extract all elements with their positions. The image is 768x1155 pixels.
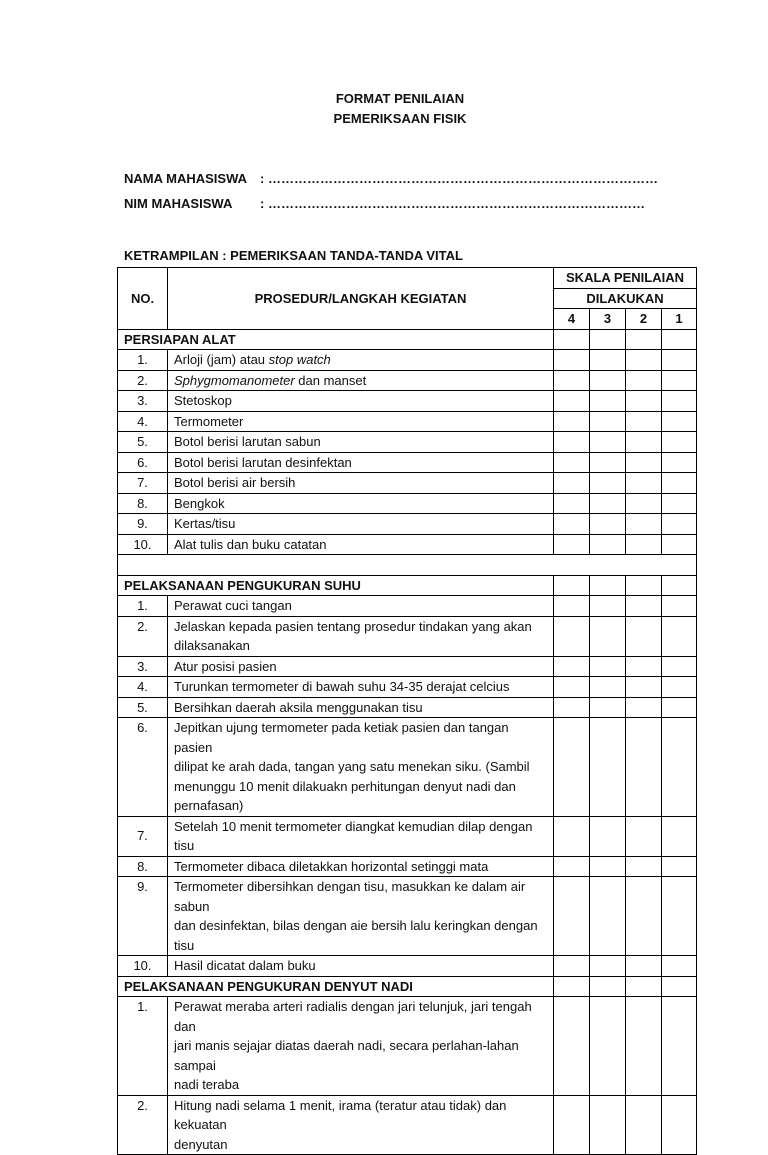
score-checkbox-cell[interactable] xyxy=(662,329,697,350)
step-number: 8. xyxy=(118,493,168,514)
step-text-line: Perawat meraba arteri radialis dengan jari telunjuk, jari tengah dan xyxy=(174,999,532,1034)
score-checkbox-cell[interactable] xyxy=(590,677,626,698)
student-name-field xyxy=(124,171,658,186)
step-number: 5. xyxy=(118,432,168,453)
score-checkbox-cell[interactable] xyxy=(626,350,662,371)
step-text xyxy=(168,877,554,956)
score-checkbox-cell[interactable] xyxy=(626,697,662,718)
score-checkbox-cell[interactable] xyxy=(662,1095,697,1155)
score-checkbox-cell[interactable] xyxy=(662,493,697,514)
table-row xyxy=(118,596,697,617)
student-nim-field xyxy=(124,196,645,211)
section-title: PELAKSANAAN PENGUKURAN DENYUT NADI xyxy=(118,976,554,997)
score-checkbox-cell[interactable] xyxy=(590,411,626,432)
table-row xyxy=(118,677,697,698)
score-checkbox-cell[interactable] xyxy=(626,856,662,877)
step-text: Atur posisi pasien xyxy=(168,656,554,677)
section-row xyxy=(118,329,697,350)
score-checkbox-cell[interactable] xyxy=(662,452,697,473)
score-checkbox-cell[interactable] xyxy=(554,596,590,617)
table-row xyxy=(118,514,697,535)
header-procedure: PROSEDUR/LANGKAH KEGIATAN xyxy=(168,268,554,330)
score-checkbox-cell[interactable] xyxy=(554,432,590,453)
step-text: Arloji (jam) atau stop watch xyxy=(168,350,554,371)
step-number: 3. xyxy=(118,391,168,412)
table-row xyxy=(118,493,697,514)
score-checkbox-cell[interactable] xyxy=(662,656,697,677)
score-checkbox-cell[interactable] xyxy=(626,956,662,977)
section-title: PELAKSANAAN PENGUKURAN SUHU xyxy=(118,575,554,596)
score-checkbox-cell[interactable] xyxy=(554,997,590,1096)
score-checkbox-cell[interactable] xyxy=(662,370,697,391)
table-row xyxy=(118,997,697,1096)
score-checkbox-cell[interactable] xyxy=(590,856,626,877)
score-checkbox-cell[interactable] xyxy=(662,534,697,555)
step-text: Botol berisi larutan sabun xyxy=(168,432,554,453)
step-text: Bengkok xyxy=(168,493,554,514)
step-number: 6. xyxy=(118,718,168,817)
step-text-line: dan desinfektan, bilas dengan aie bersih lalu keringkan dengan tisu xyxy=(174,918,538,953)
step-text: Stetoskop xyxy=(168,391,554,412)
step-number: 7. xyxy=(118,816,168,856)
score-checkbox-cell[interactable] xyxy=(590,718,626,817)
step-text-line: nadi teraba xyxy=(174,1077,240,1092)
step-text: Sphygmomanometer dan manset xyxy=(168,370,554,391)
score-checkbox-cell[interactable] xyxy=(662,677,697,698)
score-checkbox-cell[interactable] xyxy=(554,616,590,656)
assessment-table xyxy=(117,267,697,1155)
table-row xyxy=(118,718,697,817)
step-text-line: Termometer dibersihkan dengan tisu, masukkan ke dalam air sabun xyxy=(174,879,526,914)
step-text: Bersihkan daerah aksila menggunakan tisu xyxy=(168,697,554,718)
score-checkbox-cell[interactable] xyxy=(590,370,626,391)
skill-title: KETRAMPILAN : PEMERIKSAAN TANDA-TANDA VITAL xyxy=(124,248,463,263)
score-checkbox-cell[interactable] xyxy=(662,816,697,856)
step-text-italic: Sphygmomanometer xyxy=(174,372,295,388)
table-row xyxy=(118,411,697,432)
score-checkbox-cell[interactable] xyxy=(554,575,590,596)
student-name-label: NAMA MAHASISWA xyxy=(124,171,248,186)
step-number: 9. xyxy=(118,514,168,535)
score-checkbox-cell[interactable] xyxy=(554,514,590,535)
step-text: Botol berisi air bersih xyxy=(168,473,554,494)
score-checkbox-cell[interactable] xyxy=(626,677,662,698)
score-checkbox-cell[interactable] xyxy=(626,534,662,555)
score-checkbox-cell[interactable] xyxy=(590,997,626,1096)
score-checkbox-cell[interactable] xyxy=(554,411,590,432)
form-title: FORMAT PENILAIAN xyxy=(335,91,465,106)
step-text xyxy=(168,616,554,656)
score-checkbox-cell[interactable] xyxy=(590,877,626,956)
score-checkbox-cell[interactable] xyxy=(626,575,662,596)
score-checkbox-cell[interactable] xyxy=(554,856,590,877)
score-checkbox-cell[interactable] xyxy=(554,677,590,698)
table-body xyxy=(118,329,697,1155)
score-checkbox-cell[interactable] xyxy=(662,697,697,718)
score-checkbox-cell[interactable] xyxy=(590,473,626,494)
step-text xyxy=(168,718,554,817)
step-text: Turunkan termometer di bawah suhu 34-35 derajat celcius xyxy=(168,677,554,698)
step-text: Hasil dicatat dalam buku xyxy=(168,956,554,977)
table-row xyxy=(118,877,697,956)
score-checkbox-cell[interactable] xyxy=(590,514,626,535)
header-scale: SKALA PENILAIAN xyxy=(554,268,697,289)
section-row xyxy=(118,976,697,997)
score-checkbox-cell[interactable] xyxy=(662,877,697,956)
step-text-line: dilaksanakan xyxy=(174,638,250,653)
step-number: 7. xyxy=(118,473,168,494)
score-checkbox-cell[interactable] xyxy=(662,718,697,817)
step-number: 10. xyxy=(118,956,168,977)
score-checkbox-cell[interactable] xyxy=(626,616,662,656)
score-checkbox-cell[interactable] xyxy=(662,473,697,494)
step-text-line: Jelaskan kepada pasien tentang prosedur tindakan yang akan xyxy=(174,618,532,634)
step-text xyxy=(168,997,554,1096)
score-checkbox-cell[interactable] xyxy=(626,514,662,535)
step-number: 1. xyxy=(118,997,168,1096)
score-checkbox-cell[interactable] xyxy=(626,1095,662,1155)
step-number: 9. xyxy=(118,877,168,956)
step-number: 8. xyxy=(118,856,168,877)
score-checkbox-cell[interactable] xyxy=(554,493,590,514)
score-checkbox-cell[interactable] xyxy=(590,432,626,453)
score-checkbox-cell[interactable] xyxy=(626,329,662,350)
score-checkbox-cell[interactable] xyxy=(626,877,662,956)
score-3-header: 3 xyxy=(590,309,626,330)
section-row xyxy=(118,575,697,596)
step-text-line: Jepitkan ujung termometer pada ketiak pasien dan tangan pasien xyxy=(174,720,509,755)
step-text-italic: stop watch xyxy=(268,352,331,367)
score-checkbox-cell[interactable] xyxy=(662,596,697,617)
student-nim-label: NIM MAHASISWA xyxy=(124,196,233,211)
score-checkbox-cell[interactable] xyxy=(554,534,590,555)
score-checkbox-cell[interactable] xyxy=(590,1095,626,1155)
score-checkbox-cell[interactable] xyxy=(626,473,662,494)
score-checkbox-cell[interactable] xyxy=(626,997,662,1096)
score-checkbox-cell[interactable] xyxy=(590,616,626,656)
score-checkbox-cell[interactable] xyxy=(554,350,590,371)
step-number: 4. xyxy=(118,411,168,432)
score-checkbox-cell[interactable] xyxy=(554,956,590,977)
student-name-blank: : ……………………………………………………………………………… xyxy=(260,171,658,186)
step-text-line: menunggu 10 menit dilakuakn perhitungan denyut nadi dan xyxy=(174,778,516,794)
score-1-header: 1 xyxy=(662,309,697,330)
table-row xyxy=(118,391,697,412)
table-row xyxy=(118,697,697,718)
score-checkbox-cell[interactable] xyxy=(626,432,662,453)
score-checkbox-cell[interactable] xyxy=(590,697,626,718)
score-checkbox-cell[interactable] xyxy=(590,329,626,350)
step-text-line: pernafasan) xyxy=(174,798,244,813)
table-row xyxy=(118,370,697,391)
score-checkbox-cell[interactable] xyxy=(590,534,626,555)
score-checkbox-cell[interactable] xyxy=(662,391,697,412)
form-subtitle: PEMERIKSAAN FISIK xyxy=(333,111,467,126)
score-checkbox-cell[interactable] xyxy=(626,596,662,617)
header-no: NO. xyxy=(118,268,168,330)
score-checkbox-cell[interactable] xyxy=(662,411,697,432)
score-checkbox-cell[interactable] xyxy=(554,718,590,817)
score-checkbox-cell[interactable] xyxy=(590,452,626,473)
spacer-cell xyxy=(118,555,697,576)
step-number: 6. xyxy=(118,452,168,473)
step-number: 4. xyxy=(118,677,168,698)
score-checkbox-cell[interactable] xyxy=(626,656,662,677)
score-checkbox-cell[interactable] xyxy=(590,391,626,412)
score-checkbox-cell[interactable] xyxy=(554,452,590,473)
step-text: Kertas/tisu xyxy=(168,514,554,535)
step-text xyxy=(168,1095,554,1155)
score-checkbox-cell[interactable] xyxy=(626,452,662,473)
table-row xyxy=(118,956,697,977)
score-checkbox-cell[interactable] xyxy=(662,997,697,1096)
table-row xyxy=(118,350,697,371)
score-checkbox-cell[interactable] xyxy=(662,856,697,877)
score-checkbox-cell[interactable] xyxy=(626,816,662,856)
score-checkbox-cell[interactable] xyxy=(554,329,590,350)
step-text-line: dilipat ke arah dada, tangan yang satu menekan siku. (Sambil xyxy=(174,759,530,774)
score-checkbox-cell[interactable] xyxy=(626,976,662,997)
score-checkbox-cell[interactable] xyxy=(590,575,626,596)
table-row xyxy=(118,473,697,494)
score-checkbox-cell[interactable] xyxy=(554,370,590,391)
table-row xyxy=(118,656,697,677)
step-text: Termometer dibaca diletakkan horizontal setinggi mata xyxy=(168,856,554,877)
table-row xyxy=(118,432,697,453)
score-checkbox-cell[interactable] xyxy=(626,391,662,412)
step-text: Setelah 10 menit termometer diangkat kemudian dilap dengan tisu xyxy=(168,816,554,856)
spacer-row xyxy=(118,555,697,576)
score-checkbox-cell[interactable] xyxy=(662,350,697,371)
header-done: DILAKUKAN xyxy=(554,288,697,309)
table-row xyxy=(118,534,697,555)
score-4-header: 4 xyxy=(554,309,590,330)
score-checkbox-cell[interactable] xyxy=(662,575,697,596)
score-checkbox-cell[interactable] xyxy=(626,370,662,391)
step-number: 1. xyxy=(118,596,168,617)
step-number: 3. xyxy=(118,656,168,677)
score-checkbox-cell[interactable] xyxy=(626,411,662,432)
step-number: 2. xyxy=(118,616,168,656)
table-row xyxy=(118,452,697,473)
score-checkbox-cell[interactable] xyxy=(590,350,626,371)
score-checkbox-cell[interactable] xyxy=(590,976,626,997)
step-number: 10. xyxy=(118,534,168,555)
score-checkbox-cell[interactable] xyxy=(554,816,590,856)
step-number: 2. xyxy=(118,1095,168,1155)
score-checkbox-cell[interactable] xyxy=(590,956,626,977)
score-checkbox-cell[interactable] xyxy=(554,877,590,956)
table-row xyxy=(118,816,697,856)
score-checkbox-cell[interactable] xyxy=(590,493,626,514)
score-checkbox-cell[interactable] xyxy=(554,656,590,677)
section-title: PERSIAPAN ALAT xyxy=(118,329,554,350)
table-row xyxy=(118,856,697,877)
score-checkbox-cell[interactable] xyxy=(554,697,590,718)
score-2-header: 2 xyxy=(626,309,662,330)
score-checkbox-cell[interactable] xyxy=(662,956,697,977)
score-checkbox-cell[interactable] xyxy=(662,616,697,656)
step-number: 2. xyxy=(118,370,168,391)
score-checkbox-cell[interactable] xyxy=(662,976,697,997)
step-text-line: Hitung nadi selama 1 menit, irama (teratur atau tidak) dan kekuatan xyxy=(174,1097,507,1132)
student-nim-blank: : …………………………………………………………………………… xyxy=(260,196,645,211)
score-checkbox-cell[interactable] xyxy=(590,596,626,617)
table-row xyxy=(118,1095,697,1155)
step-text: Botol berisi larutan desinfektan xyxy=(168,452,554,473)
score-checkbox-cell[interactable] xyxy=(662,514,697,535)
step-text: Termometer xyxy=(168,411,554,432)
score-checkbox-cell[interactable] xyxy=(554,391,590,412)
step-text: Alat tulis dan buku catatan xyxy=(168,534,554,555)
score-checkbox-cell[interactable] xyxy=(590,816,626,856)
score-checkbox-cell[interactable] xyxy=(626,493,662,514)
step-text-line: jari manis sejajar diatas daerah nadi, secara perlahan-lahan sampai xyxy=(174,1038,519,1073)
score-checkbox-cell[interactable] xyxy=(554,976,590,997)
step-number: 1. xyxy=(118,350,168,371)
step-text-line: denyutan xyxy=(174,1136,228,1152)
step-number: 5. xyxy=(118,697,168,718)
score-checkbox-cell[interactable] xyxy=(554,473,590,494)
score-checkbox-cell[interactable] xyxy=(626,718,662,817)
score-checkbox-cell[interactable] xyxy=(554,1095,590,1155)
step-text: Perawat cuci tangan xyxy=(168,596,554,617)
score-checkbox-cell[interactable] xyxy=(662,432,697,453)
score-checkbox-cell[interactable] xyxy=(590,656,626,677)
table-row xyxy=(118,616,697,656)
